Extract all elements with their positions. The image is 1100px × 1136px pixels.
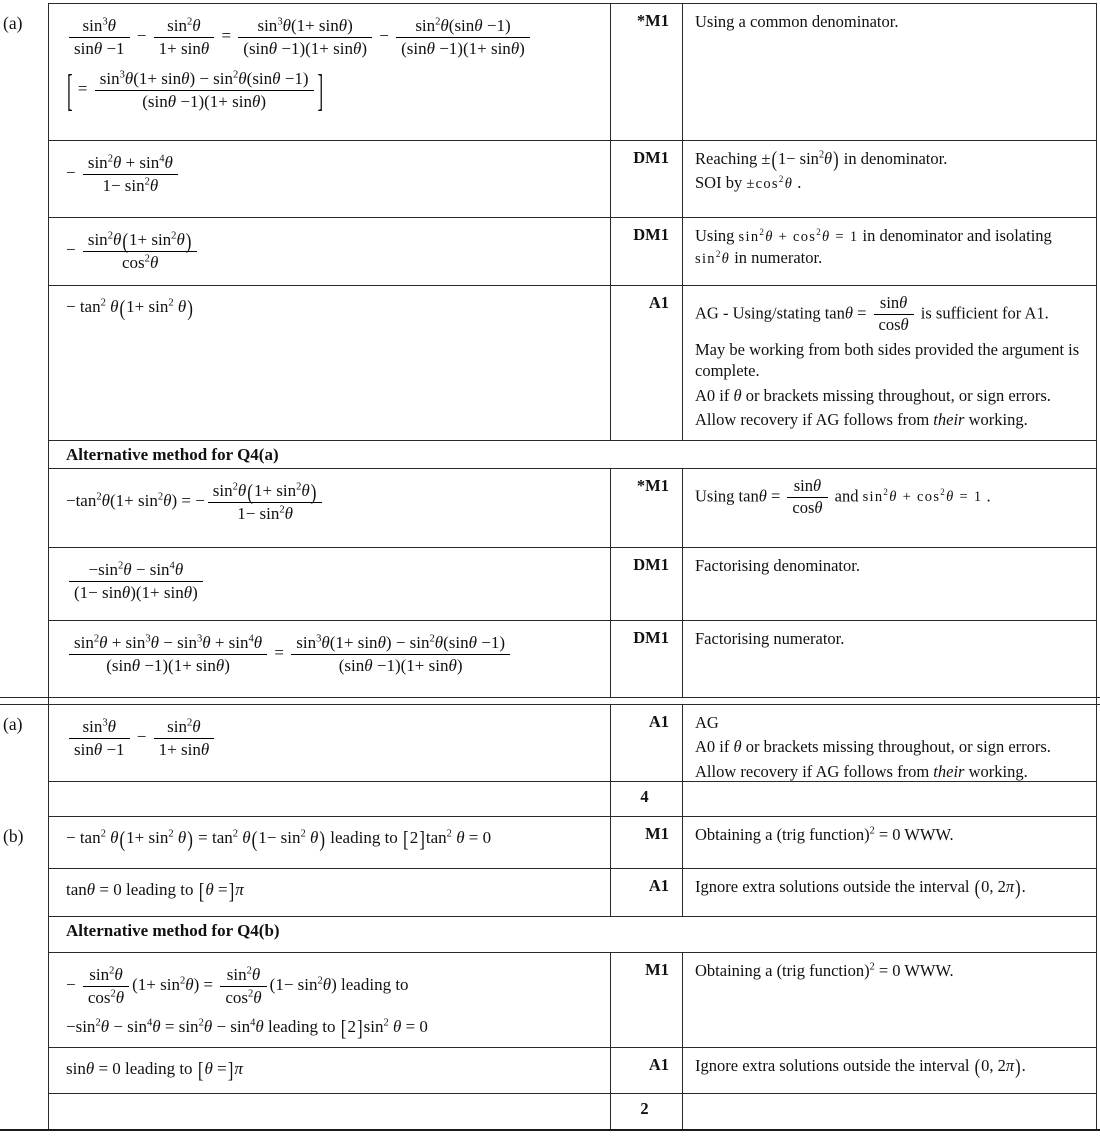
fraction xyxy=(95,69,314,111)
big-bracket: ( xyxy=(771,146,777,173)
comment-line: Obtaining a (trig function)$^2$ = 0 WWW. xyxy=(695,961,954,980)
table-row xyxy=(49,953,1096,1048)
part-label: (a) xyxy=(3,714,23,734)
mark-cell: A1 xyxy=(611,286,683,440)
working-line: tanθ = 0 leading to [θ =]π xyxy=(66,878,244,904)
comment-cell xyxy=(683,782,1096,816)
fraction-denominator: $1- \sin^2\theta$ xyxy=(102,175,159,195)
working-line: $\frac{\sin^3\theta}{\sin\theta -1}$ − $\frac{\sin^2\theta}{1+ \sin\theta}$ = $\frac{\sin^3\theta(1+ \sin\theta)}{(\sin\theta -1)(1+ \sin\theta)}$ − $\frac{\sin^2\theta(\sin\theta -1)}{(\sin\theta -1)(1+ \sin\theta)}$ xyxy=(66,15,602,59)
table-row xyxy=(49,548,1096,621)
big-bracket: ( xyxy=(119,826,126,852)
comment-line: Using $\sin^2\theta + \cos^2\theta = 1$ in denominator and isolating $\sin^2\theta$ in numerator. xyxy=(695,226,1052,267)
mark-cell: DM1 xyxy=(611,141,683,217)
comment-line: AG xyxy=(695,713,719,732)
comment-line: May be working from both sides provided the argument is complete. xyxy=(695,339,1080,381)
fraction-numerator: $\sin^2\theta + \sin^4\theta$ xyxy=(83,153,178,175)
working-line: $-\tan^2\theta(1+ \sin^2\theta)$ = − $\frac{\sin^2\theta(1+ \sin^2\theta)}{1- \sin^2\theta}$ xyxy=(66,480,602,524)
mark-cell: *M1 xyxy=(611,469,683,547)
table-row xyxy=(49,1048,1096,1094)
comment-line: Using a common denominator. xyxy=(695,12,899,31)
working-line: − $\frac{\sin^2\theta(1+ \sin^2\theta)}{\cos^2\theta}$ xyxy=(66,229,602,273)
comment-cell xyxy=(683,1048,1096,1093)
big-bracket: ( xyxy=(974,874,981,900)
fraction xyxy=(396,16,530,58)
working-line: [ = $\frac{\sin^3\theta(1+ \sin\theta) - \sin^2\theta(\sin\theta -1)}{(\sin\theta -1)(1+ \sin\theta)}$ ] xyxy=(67,65,324,115)
fraction-denominator: 1+ sinθ xyxy=(158,739,210,759)
table-row xyxy=(49,621,1096,697)
big-bracket: ] xyxy=(419,826,425,852)
big-bracket: ) xyxy=(1015,874,1021,900)
comment-line: A0 if θ or brackets missing throughout, or sign errors. xyxy=(695,737,1051,757)
fraction-numerator: $\sin^2\theta$ xyxy=(154,717,215,739)
fraction xyxy=(69,633,267,675)
fraction-numerator: $\sin^3\theta$ xyxy=(69,16,130,38)
double-separator xyxy=(0,697,1100,705)
comment-line: Reaching $\pm(1- \sin^2\theta)$ in denominator. xyxy=(695,146,948,173)
fraction-denominator: cosθ xyxy=(878,314,909,334)
comment-line: Using tanθ = $\frac{\sin\theta}{\cos\theta}$ and $\sin^2\theta + \cos^2\theta = 1$ . xyxy=(695,476,991,517)
comment-cell xyxy=(683,141,1096,217)
table-row xyxy=(3,817,1096,869)
big-bracket: ] xyxy=(228,878,235,904)
mark-cell: *M1 xyxy=(611,4,683,140)
fraction xyxy=(874,294,914,335)
fraction-denominator: (sinθ −1)(1+ sinθ) xyxy=(243,38,368,58)
comment-cell xyxy=(683,869,1096,916)
fraction xyxy=(208,481,323,523)
fraction-denominator: sinθ −1 xyxy=(74,38,125,58)
big-bracket: [ xyxy=(403,826,409,852)
big-bracket: ( xyxy=(251,826,258,852)
mark-cell: M1 xyxy=(611,953,683,1047)
fraction-denominator: (sinθ −1)(1+ sinθ) xyxy=(401,38,525,58)
fraction xyxy=(220,965,266,1007)
working-line: − $\tan^2 \theta(1+ \sin^2 \theta) = \tan^2 \theta(1- \sin^2 \theta)$ leading to $[2]\tan^2$ θ = 0 xyxy=(66,826,492,852)
big-bracket: ) xyxy=(187,826,193,852)
comment-line: Ignore extra solutions outside the interval (0, 2π). xyxy=(695,1053,1026,1079)
working-cell xyxy=(49,621,611,697)
working-line: $\frac{\sin^3\theta}{\sin\theta -1}$ − $\frac{\sin^2\theta}{1+ \sin\theta}$ xyxy=(66,716,602,760)
comment-line: Obtaining a (trig function)$^2$ = 0 WWW. xyxy=(695,825,954,844)
big-bracket: ) xyxy=(319,826,326,852)
comment-cell xyxy=(683,286,1096,440)
comment-cell xyxy=(683,4,1096,140)
fraction xyxy=(69,717,130,759)
mark-cell: M1 xyxy=(611,817,683,868)
fraction-numerator: $\sin^2\theta$ xyxy=(154,16,215,38)
fraction-denominator: $\cos^2\theta$ xyxy=(225,987,262,1007)
working-cell xyxy=(49,4,611,140)
machine-math: $\sin^2\theta$ xyxy=(695,249,731,267)
big-bracket: [ xyxy=(197,1057,204,1083)
working-cell xyxy=(49,218,611,285)
comment-cell xyxy=(683,469,1096,547)
table-row xyxy=(3,4,1096,141)
big-bracket: ( xyxy=(247,479,253,505)
working-cell xyxy=(49,1094,611,1130)
fraction-denominator: cosθ xyxy=(792,497,823,517)
working-cell xyxy=(49,705,611,781)
machine-math: $\pm\cos^2\theta$ xyxy=(746,174,794,193)
working-cell xyxy=(49,286,611,440)
big-bracket: ] xyxy=(317,65,324,115)
fraction-denominator: $\cos^2\theta$ xyxy=(122,252,159,272)
table-row xyxy=(3,705,1096,782)
fraction xyxy=(154,16,215,58)
working-line: − $\frac{\sin^2\theta}{\cos^2\theta}$ $(1+ \sin^2\theta)$ = $\frac{\sin^2\theta}{\cos^2\theta}$ $(1- \sin^2\theta)$ leading to xyxy=(66,965,409,1007)
working-cell xyxy=(49,817,611,868)
mark-scheme-grid xyxy=(3,3,1097,1130)
fraction-denominator: 1+ sinθ xyxy=(158,38,210,58)
big-bracket: ) xyxy=(185,228,192,254)
comment-line: A0 if θ or brackets missing throughout, or sign errors. xyxy=(695,385,1051,405)
total-marks-cell: 2 xyxy=(611,1094,683,1130)
fraction xyxy=(291,633,510,675)
big-bracket: [ xyxy=(67,65,73,115)
working-cell xyxy=(49,782,611,816)
working-line xyxy=(66,559,602,603)
fraction-numerator: sinθ xyxy=(874,294,914,315)
comment-cell xyxy=(683,705,1096,781)
big-bracket: ( xyxy=(119,295,126,321)
fraction-denominator: (sinθ −1)(1+ sinθ) xyxy=(106,655,230,675)
comment-line: SOI by $\pm\cos^2\theta$ . xyxy=(695,173,802,193)
big-bracket: ] xyxy=(356,1015,363,1041)
fraction-numerator: sinθ xyxy=(787,477,827,498)
fraction xyxy=(83,153,178,195)
mark-cell: A1 xyxy=(611,705,683,781)
table-row xyxy=(49,917,1096,953)
alternative-method-header: Alternative method for Q4(b) xyxy=(66,921,280,940)
mark-cell: DM1 xyxy=(611,548,683,620)
working-cell xyxy=(49,548,611,620)
fraction xyxy=(238,16,372,58)
comment-line: Factorising denominator. xyxy=(695,556,860,575)
table-bottom-border xyxy=(0,1129,1100,1131)
table-row xyxy=(49,469,1096,548)
fraction xyxy=(83,230,198,272)
mark-cell: DM1 xyxy=(611,218,683,285)
comment-line: Factorising numerator. xyxy=(695,629,845,648)
comment-cell xyxy=(683,218,1096,285)
working-line: $\frac{\sin^2\theta + \sin^3\theta - \sin^3\theta + \sin^4\theta}{(\sin\theta -1)(1+ \sin\theta)}$ = $\frac{\sin^3\theta(1+ \sin\theta) - \sin^2\theta(\sin\theta -1)}{(\sin\theta -1)(1+ \sin\theta)}$ xyxy=(66,632,602,676)
fraction-numerator: $\sin^3\theta(1+ \sin\theta) - \sin^2\theta(\sin\theta -1)$ xyxy=(95,69,314,91)
big-bracket: ] xyxy=(227,1057,234,1083)
machine-math: $\sin^2\theta + \cos^2\theta = 1$ xyxy=(738,227,859,245)
big-bracket: ) xyxy=(310,479,317,505)
comment-cell xyxy=(683,621,1096,697)
mark-cell: DM1 xyxy=(611,621,683,697)
alternative-method-header: Alternative method for Q4(a) xyxy=(66,445,279,464)
fraction-numerator: $\sin^3\theta(1+ \sin\theta) - \sin^2\theta(\sin\theta -1)$ xyxy=(291,633,510,655)
mark-cell: A1 xyxy=(611,869,683,916)
working-line: − $\frac{\sin^2\theta + \sin^4\theta}{1- \sin^2\theta}$ xyxy=(66,152,602,196)
table-row xyxy=(49,441,1096,469)
working-line: $-\sin^2\theta - \sin^4\theta = \sin^2\theta - \sin^4\theta$ leading to $[2]\sin^2$ θ = 0 xyxy=(66,1015,428,1041)
machine-math: $\sin^2\theta + \cos^2\theta = 1$ xyxy=(862,487,983,506)
big-bracket: ( xyxy=(974,1053,981,1079)
fraction xyxy=(83,965,129,1007)
fraction-numerator: $\sin^3\theta$ xyxy=(69,717,130,739)
table-row xyxy=(49,782,1096,817)
working-cell xyxy=(49,141,611,217)
fraction-numerator: $\sin^2\theta$ xyxy=(220,965,266,987)
table-row xyxy=(49,869,1096,917)
comment-cell xyxy=(683,817,1096,868)
comment-cell xyxy=(683,953,1096,1047)
fraction-denominator: $\cos^2\theta$ xyxy=(87,987,125,1007)
comment-line: Allow recovery if AG follows from their working. xyxy=(695,410,1028,430)
comment-line: Allow recovery if AG follows from their working. xyxy=(695,761,1028,781)
fraction xyxy=(787,477,827,518)
working-cell xyxy=(49,469,611,547)
comment-line: Ignore extra solutions outside the interval (0, 2π). xyxy=(695,874,1026,900)
fraction-numerator: $\sin^2\theta(\sin\theta -1)$ xyxy=(396,16,530,38)
fraction-denominator: $1- \sin^2\theta$ xyxy=(237,503,294,523)
part-label: (b) xyxy=(3,826,24,846)
fraction-numerator: $\sin^2\theta(1+ \sin^2\theta)$ xyxy=(83,230,198,252)
working-line: sinθ = 0 leading to [θ =]π xyxy=(66,1057,243,1083)
big-bracket: [ xyxy=(198,878,205,904)
table-row xyxy=(49,218,1096,286)
fraction-numerator: $\sin^2\theta$ xyxy=(83,965,129,987)
fraction xyxy=(69,16,130,58)
big-bracket: ) xyxy=(187,295,193,321)
fraction-numerator: $-\sin^2\theta - \sin^4\theta$ xyxy=(69,560,203,582)
fraction xyxy=(69,560,203,602)
fraction-denominator: (sinθ −1)(1+ sinθ) xyxy=(338,655,463,675)
fraction-numerator: $\sin^3\theta(1+ \sin\theta)$ xyxy=(238,16,372,38)
fraction-numerator: $\sin^2\theta + \sin^3\theta - \sin^3\theta + \sin^4\theta$ xyxy=(69,633,267,655)
big-bracket: ) xyxy=(1015,1053,1021,1079)
comment-cell xyxy=(683,548,1096,620)
fraction-denominator: sinθ −1 xyxy=(74,739,125,759)
working-cell xyxy=(49,1048,611,1093)
mark-cell: A1 xyxy=(611,1048,683,1093)
big-bracket: ) xyxy=(833,146,839,173)
fraction-denominator: (1− sinθ)(1+ sinθ) xyxy=(74,582,198,602)
comment-line: AG - Using/stating tanθ = $\frac{\sin\theta}{\cos\theta}$ is sufficient for A1. xyxy=(695,293,1049,334)
working-cell xyxy=(49,953,611,1047)
big-bracket: [ xyxy=(340,1015,347,1041)
big-bracket: ( xyxy=(122,228,128,254)
working-cell xyxy=(49,869,611,916)
table-row xyxy=(49,141,1096,218)
table-row xyxy=(49,286,1096,441)
table-row xyxy=(49,1094,1096,1130)
comment-cell xyxy=(683,1094,1096,1130)
fraction xyxy=(154,717,215,759)
working-line: − $\tan^2 \theta(1+ \sin^2 \theta)$ xyxy=(66,295,193,321)
fraction-denominator: (sinθ −1)(1+ sinθ) xyxy=(142,91,266,111)
fraction-numerator: $\sin^2\theta(1+ \sin^2\theta)$ xyxy=(208,481,323,503)
total-marks-cell: 4 xyxy=(611,782,683,816)
part-label: (a) xyxy=(3,13,23,33)
